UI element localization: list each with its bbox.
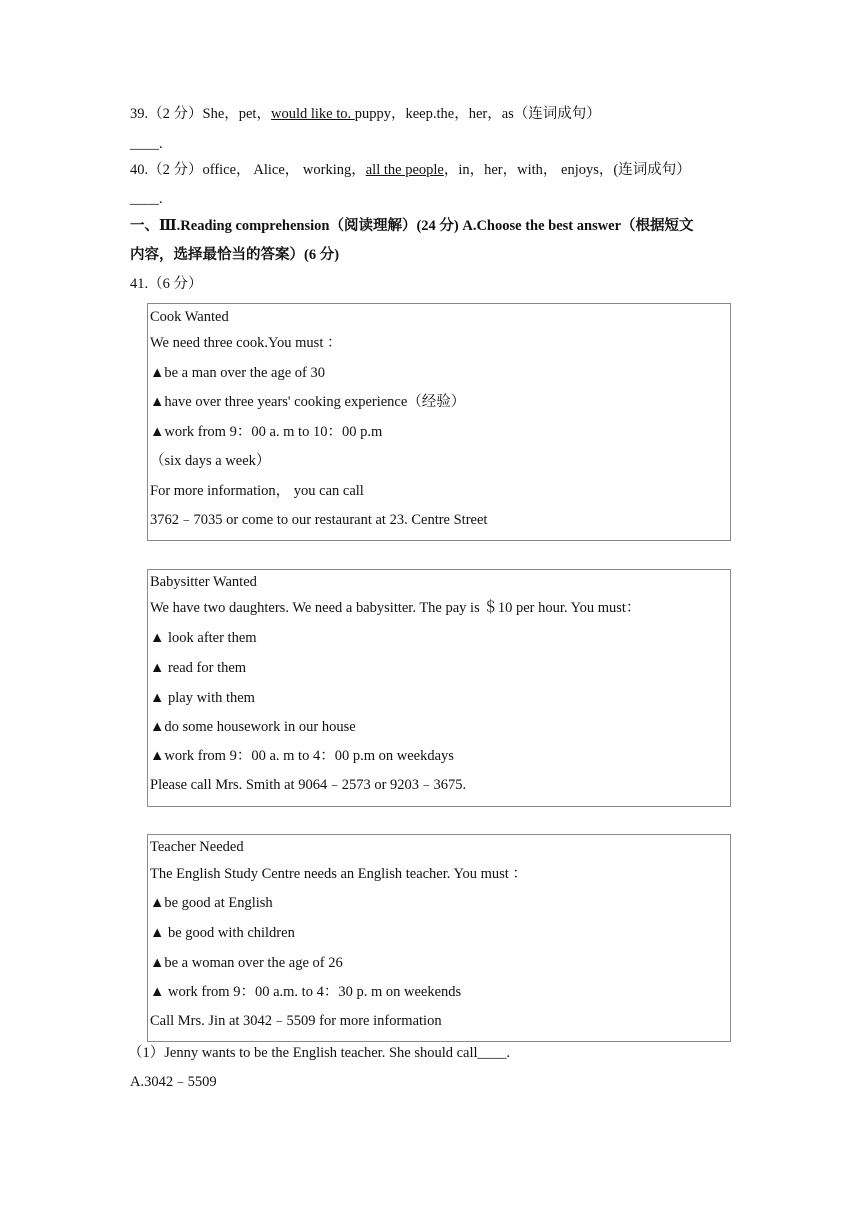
q39-prefix: 39.（2 分）She，pet， [130,106,271,122]
ad-line: ▲be a woman over the age of 26 [150,955,343,971]
ad-line: ▲work from 9：00 a. m to 4：00 p.m on weekdays [150,748,454,764]
section-heading-line1: 一、Ⅲ.Reading comprehension（阅读理解）(24 分) A.Choose the best answer（根据短文 [130,218,694,234]
ad-line: Cook Wanted [150,309,229,325]
ad-line: ▲be good at English [150,895,273,911]
q40-suffix: ，in，her，with， enjoys，(连词成句） [443,162,691,178]
ad-line: ▲ read for them [150,660,247,676]
q39-answer-blank[interactable]: ____. [130,136,163,152]
ad-line: ▲do some housework in our house [150,719,356,735]
q40-prefix: 40.（2 分）office， Alice， working， [130,162,366,178]
ad-line: 3762﹣7035 or come to our restaurant at 23. Centre Street [150,512,488,528]
ad-line: ▲ be good with children [150,925,295,941]
ad-line: We have two daughters. We need a babysitter. The pay is ＄10 per hour. You must： [150,600,641,616]
ad-line: The English Study Centre needs an English teacher. You must ： [150,866,527,882]
ad-line: ▲ work from 9：00 a.m. to 4：30 p. m on weekends [150,984,462,1000]
ad-line: Please call Mrs. Smith at 9064﹣2573 or 9203﹣3675. [150,777,467,793]
ad-babysitter-wanted [147,569,731,807]
ad-line: ▲ play with them [150,690,255,706]
q39-underlined: would like to. [270,106,355,122]
q41-label: 41.（6 分） [130,276,203,292]
ad-teacher-needed [147,834,731,1042]
q40-underlined: all the people [365,162,444,178]
ad-line: ▲work from 9：00 a. m to 10：00 p.m [150,424,383,440]
q39-suffix: puppy，keep.the，her，as（连词成句） [354,106,601,122]
ad-line: Babysitter Wanted [150,574,257,590]
q40-line [130,160,691,180]
ad-line: For more information， you can call [150,483,364,499]
ad-line: ▲be a man over the age of 30 [150,365,325,381]
section-heading-line2: 内容，选择最恰当的答案）(6 分) [130,247,340,263]
option-a[interactable]: A.3042﹣5509 [130,1074,217,1090]
ad-cook-wanted [147,303,731,541]
ad-line: We need three cook.You must ： [150,335,342,351]
question-1: （1）Jenny wants to be the English teacher. She should call____. [128,1045,511,1061]
q39-line [130,104,601,124]
q40-answer-blank[interactable]: ____. [130,191,163,207]
ad-line: ▲ look after them [150,630,257,646]
ad-line: （six days a week） [150,453,271,469]
ad-line: Teacher Needed [150,839,244,855]
ad-line: Call Mrs. Jin at 3042﹣5509 for more information [150,1013,442,1029]
ad-line: ▲have over three years' cooking experience（经验） [150,394,466,410]
